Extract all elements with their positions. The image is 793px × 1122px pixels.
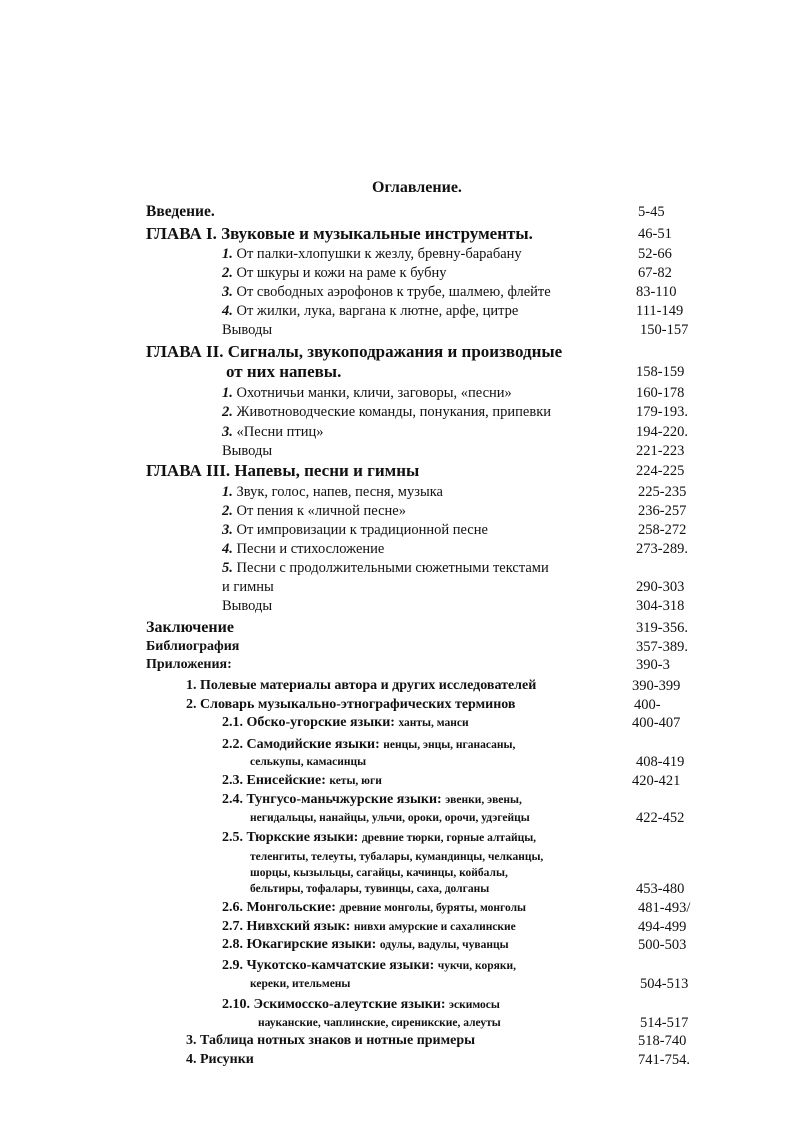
- entry-details: ханты, манси: [398, 717, 469, 729]
- entry-title: 4. Рисунки: [186, 1052, 254, 1067]
- page-range: 160-178: [636, 385, 685, 401]
- entry-title: 3. Таблица нотных знаков и нотные примеры: [186, 1033, 476, 1048]
- page-range: 357-389.: [636, 639, 688, 655]
- entry-title: Песни и стихосложение: [236, 541, 385, 557]
- toc-entry: [222, 540, 384, 558]
- entry-title: 2.7. Нивхский язык:: [222, 919, 351, 934]
- entry-title: От палки-хлопушки к жезлу, бревну-барабану: [236, 246, 522, 262]
- toc-entry: [222, 502, 406, 520]
- page-range: 390-3: [636, 657, 670, 673]
- entry-title: От шкуры и кожи на раме к бубну: [236, 265, 447, 281]
- entry-title: 2. Словарь музыкально-этнографических терминов: [186, 697, 516, 712]
- entry-title: Введение.: [146, 203, 215, 220]
- entry-title: От свободных аэрофонов к трубе, шалмею, флейте: [236, 284, 551, 300]
- toc-entry: [222, 264, 446, 282]
- toc-entry: [222, 996, 500, 1014]
- toc-entry: [250, 753, 366, 771]
- entry-title: ГЛАВА I. Звуковые и музыкальные инструменты.: [146, 224, 533, 243]
- toc-entry: [222, 772, 382, 790]
- entry-number: 2.: [222, 265, 233, 281]
- page-range: 52-66: [638, 246, 672, 262]
- entry-title: 2.6. Монгольские:: [222, 900, 336, 915]
- toc-entry: [186, 677, 536, 695]
- toc-entry: [250, 809, 530, 827]
- entry-title: От жилки, лука, варгана к лютне, арфе, цитре: [236, 303, 519, 319]
- page-range: 46-51: [638, 226, 672, 242]
- entry-title: От импровизации к традиционной песне: [236, 522, 488, 538]
- toc-entry: [222, 791, 522, 809]
- entry-details: эвенки, эвены,: [445, 794, 522, 806]
- entry-title: Звук, голос, напев, песня, музыка: [236, 484, 443, 500]
- entry-number: 4.: [222, 303, 233, 319]
- entry-title: ГЛАВА II. Сигналы, звукоподражания и производные: [146, 342, 563, 361]
- page-range: 5-45: [638, 204, 665, 220]
- entry-title: Охотничьи манки, кличи, заговоры, «песни»: [236, 385, 512, 401]
- entry-title: 2.9. Чукотско-камчатские языки:: [222, 958, 435, 973]
- entry-title: 2.5. Тюркские языки:: [222, 830, 359, 845]
- page-range: 514-517: [640, 1015, 689, 1031]
- toc-entry: [186, 1032, 475, 1050]
- toc-entry: [226, 363, 341, 381]
- entry-number: 1.: [222, 385, 233, 401]
- toc-entry: [222, 442, 272, 460]
- entry-details: древние тюрки, горные алтайцы,: [361, 832, 537, 844]
- entry-title: от них напевы.: [226, 362, 342, 381]
- toc-entry: [222, 918, 516, 936]
- toc-entry: [222, 283, 551, 301]
- entry-details: кеты, юги: [329, 775, 382, 787]
- page-range: 319-356.: [636, 620, 688, 636]
- entry-title: и гимны: [222, 579, 274, 595]
- page-range: 390-399: [632, 678, 681, 694]
- page-range: 400-: [634, 697, 661, 713]
- toc-entry: [222, 384, 512, 402]
- entry-title: 2.1. Обско-угорские языки:: [222, 715, 395, 730]
- entry-title: 2.3. Енисейские:: [222, 773, 326, 788]
- toc-entry: [222, 714, 469, 732]
- entry-title: Выводы: [222, 443, 273, 459]
- page-range: 273-289.: [636, 541, 688, 557]
- toc-entry: [146, 203, 215, 221]
- page-range: 494-499: [638, 919, 687, 935]
- page-range: 504-513: [640, 976, 689, 992]
- page-range: 481-493/: [638, 900, 691, 916]
- toc-entry: [146, 343, 562, 361]
- entry-title: 2.8. Юкагирские языки:: [222, 937, 377, 952]
- toc-entry: [222, 423, 323, 441]
- toc-entry: [222, 302, 518, 320]
- toc-entry: [222, 957, 516, 975]
- toc-entry: [222, 559, 549, 577]
- page-range: 236-257: [638, 503, 687, 519]
- toc-entry: [222, 597, 272, 615]
- entry-title: 2.10. Эскимосско-алеутские языки:: [222, 997, 446, 1012]
- toc-entry: [186, 696, 516, 714]
- entry-title: Песни с продолжительными сюжетными текстами: [236, 560, 549, 576]
- entry-details: негидальцы, нанайцы, ульчи, ороки, орочи, удэгейцы: [250, 812, 530, 824]
- page-range: 224-225: [636, 463, 685, 479]
- toc-title: Оглавление.: [372, 179, 462, 196]
- page-range: 158-159: [636, 364, 685, 380]
- entry-details: ненцы, энцы, нганасаны,: [383, 739, 516, 751]
- entry-title: Выводы: [222, 598, 273, 614]
- page-range: 194-220.: [636, 424, 688, 440]
- page-range: 83-110: [636, 284, 677, 300]
- entry-number: 3.: [222, 284, 233, 300]
- entry-details: чукчи, коряки,: [437, 960, 516, 972]
- entry-details: одулы, вадулы, чуванцы: [379, 939, 509, 951]
- toc-entry: [222, 521, 488, 539]
- page-range: 225-235: [638, 484, 687, 500]
- entry-details: науканские, чаплинские, сиреникские, алеуты: [258, 1017, 501, 1029]
- toc-entry: [250, 880, 489, 898]
- entry-title: «Песни птиц»: [236, 424, 324, 440]
- entry-details: кереки, ительмены: [250, 978, 351, 990]
- page-range: 453-480: [636, 881, 685, 897]
- entry-title: ГЛАВА III. Напевы, песни и гимны: [146, 461, 420, 480]
- page-range: 179-193.: [636, 404, 688, 420]
- entry-title: Библиография: [146, 639, 240, 654]
- toc-entry: [222, 829, 536, 847]
- page-range: 400-407: [632, 715, 681, 731]
- toc-entry: [222, 736, 515, 754]
- toc-entry: [222, 321, 272, 339]
- entry-details: нивхи амурские и сахалинские: [353, 921, 516, 933]
- toc-entry: [258, 1014, 501, 1032]
- page-range: 67-82: [638, 265, 672, 281]
- entry-details: шорцы, кызыльцы, сагайцы, качинцы, койбалы,: [250, 867, 508, 879]
- toc-entry: [146, 225, 533, 243]
- entry-details: селькупы, камасинцы: [250, 756, 367, 768]
- page-range: 150-157: [640, 322, 689, 338]
- toc-entry: [250, 975, 350, 993]
- toc-entry: [146, 462, 419, 480]
- page-range: 741-754.: [638, 1052, 690, 1068]
- toc-entry: [222, 936, 509, 954]
- toc-entry: [222, 245, 522, 263]
- page-range: 518-740: [638, 1033, 687, 1049]
- entry-number: 2.: [222, 404, 233, 420]
- entry-number: 5.: [222, 560, 233, 576]
- entry-title: Выводы: [222, 322, 273, 338]
- toc-entry: [222, 403, 551, 421]
- entry-number: 1.: [222, 246, 233, 262]
- entry-title: 2.4. Тунгусо-маньчжурские языки:: [222, 792, 442, 807]
- entry-title: От пения к «личной песне»: [236, 503, 406, 519]
- entry-details: древние монголы, буряты, монголы: [339, 902, 527, 914]
- entry-title: 2.2. Самодийские языки:: [222, 737, 380, 752]
- entry-title: Приложения:: [146, 657, 232, 672]
- entry-number: 3.: [222, 424, 233, 440]
- page-range: 304-318: [636, 598, 685, 614]
- entry-title: 1. Полевые материалы автора и других исследователей: [186, 678, 537, 693]
- page-range: 422-452: [636, 810, 685, 826]
- entry-number: 3.: [222, 522, 233, 538]
- page-range: 500-503: [638, 937, 687, 953]
- entry-title: Заключение: [146, 619, 234, 636]
- toc-entry: [146, 656, 232, 674]
- page-range: 408-419: [636, 754, 685, 770]
- entry-details: бельтиры, тофалары, тувинцы, саха, долганы: [250, 883, 490, 895]
- page-range: 290-303: [636, 579, 685, 595]
- entry-number: 4.: [222, 541, 233, 557]
- toc-entry: [146, 619, 234, 637]
- page-range: 221-223: [636, 443, 685, 459]
- page-range: 420-421: [632, 773, 681, 789]
- page-range: 111-149: [636, 303, 684, 319]
- entry-title: Животноводческие команды, понукания, припевки: [236, 404, 552, 420]
- entry-details: теленгиты, телеуты, тубалары, кумандинцы, челканцы,: [250, 851, 544, 863]
- toc-entry: [222, 899, 526, 917]
- entry-details: эскимосы: [449, 999, 500, 1011]
- toc-entry: [186, 1051, 254, 1069]
- entry-number: 2.: [222, 503, 233, 519]
- toc-entry: [146, 638, 239, 656]
- page-range: 258-272: [638, 522, 687, 538]
- toc-entry: [222, 578, 274, 596]
- entry-number: 1.: [222, 484, 233, 500]
- toc-entry: [222, 483, 443, 501]
